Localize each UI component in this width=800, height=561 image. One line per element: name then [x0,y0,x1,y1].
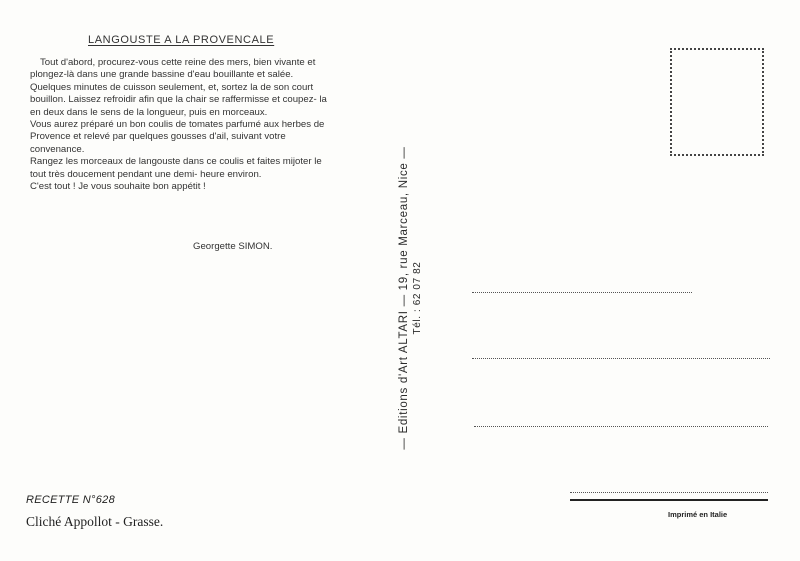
recipe-body [30,57,335,193]
address-underline [570,499,768,501]
recipe-signature: Georgette SIMON. [193,241,273,252]
stamp-box [670,48,764,156]
recipe-paragraph-4: Rangez les morceaux de langouste dans ce coulis et faites mijoter le tout très doucement pendant une demi- heure environ. [30,156,322,180]
address-line-2 [472,358,770,359]
recipe-title: LANGOUSTE A LA PROVENCALE [88,34,275,46]
printed-in-label: Imprimé en Italie [668,510,728,519]
publisher-info [398,138,438,458]
address-line-4 [570,492,768,493]
recipe-paragraph-5: C'est tout ! Je vous souhaite bon appétit ! [30,181,206,193]
recipe-number: RECETTE N°628 [26,494,115,506]
recipe-paragraph-1: Tout d'abord, procurez-vous cette reine des mers, bien vivante et plongez-là dans une grande bassine d'eau bouillante et salée. [30,57,316,81]
address-line-3 [474,426,768,427]
recipe-paragraph-2: Quelques minutes de cuisson seulement, et, sortez la de son court bouillon. Laissez refroidir afin que la chair se raffermisse et coupez- la en deux dans le sens de la longueur, puis en morceaux. [30,81,327,118]
photo-credit: Cliché Appollot - Grasse. [26,514,164,529]
recipe-paragraph-3: Vous aurez préparé un bon coulis de tomates parfumé aux herbes de Provence et relevé par quelques gousses d'ail, suivant votre convenance. [30,119,325,155]
address-line-1 [472,292,692,293]
publisher-phone: Tél. : 62 07 82 [412,261,423,335]
publisher-address: — Editions d'Art ALTARI — 19, rue Marceau, Nice — [398,146,410,450]
